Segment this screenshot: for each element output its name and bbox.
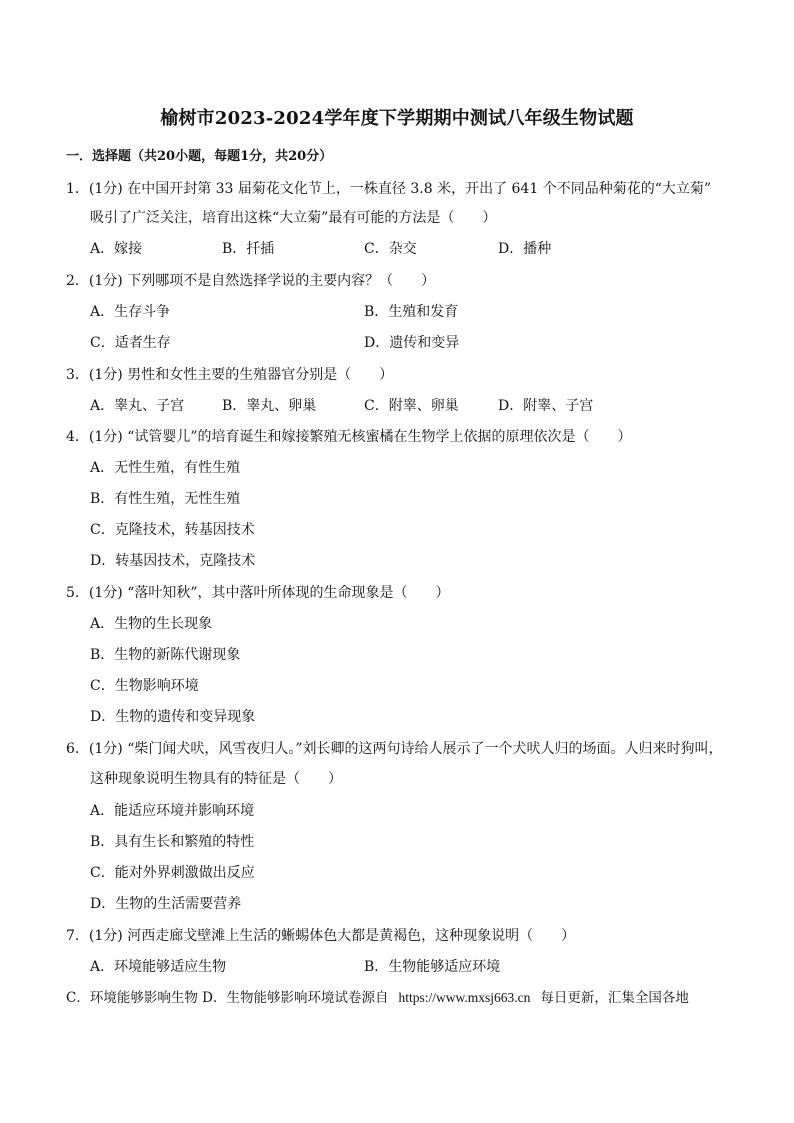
question-5-option-a: A．生物的生长现象: [90, 616, 213, 632]
page-title: 榆树市2023-2024学年度下学期期中测试八年级生物试题: [160, 108, 634, 129]
question-4-line-1: 4．(1分) “试管婴儿”的培育诞生和嫁接繁殖无核蜜橘在生物学上依据的原理依次是（ ）: [66, 429, 632, 445]
question-1-option-d: D．播种: [498, 241, 552, 257]
question-1-option-b: B．扦插: [222, 241, 275, 257]
question-6-line-2: 这种现象说明生物具有的特征是（ ）: [90, 771, 342, 787]
question-1-option-c: C．杂交: [364, 241, 417, 257]
question-5-option-b: B．生物的新陈代谢现象: [90, 647, 241, 663]
section-heading: 一．选择题（共20小题，每题1分，共20分）: [66, 149, 333, 164]
question-6-line-1: 6．(1分) “柴门闻犬吠，风雪夜归人。”刘长卿的这两句诗给人展示了一个犬吠人归的场面。人归来时狗叫，: [66, 741, 723, 757]
question-5-option-d: D．生物的遗传和变异现象: [90, 709, 256, 725]
question-3-line-1: 3．(1分) 男性和女性主要的生殖器官分别是（ ）: [66, 367, 394, 383]
question-5-option-c: C．生物影响环境: [90, 678, 199, 694]
source-link[interactable]: https://www.mxsj663.cn: [398, 990, 531, 1005]
question-6-option-c: C．能对外界刺激做出反应: [90, 865, 255, 881]
question-3-option-d: D．附睾、子宫: [498, 398, 594, 414]
question-2-option-b: B．生殖和发育: [364, 304, 459, 320]
question-5-line-1: 5．(1分) “落叶知秋”，其中落叶所体现的生命现象是（ ）: [66, 585, 450, 601]
question-7-option-a: A．环境能够适应生物: [90, 959, 227, 975]
question-1-line-1: 1．(1分) 在中国开封第 33 届菊花文化节上，一株直径 3.8 米，开出了 641 个不同品种菊花的“大立菊”: [66, 181, 712, 197]
question-4-option-d: D．转基因技术，克隆技术: [90, 553, 256, 569]
question-4-option-b: B．有性生殖，无性生殖: [90, 491, 241, 507]
question-6-option-d: D．生物的生活需要营养: [90, 896, 242, 912]
footer-line: [66, 986, 689, 1006]
question-6-option-b: B．具有生长和繁殖的特性: [90, 834, 255, 850]
question-3-option-c: C．附睾、卵巢: [364, 398, 459, 414]
question-7-line-1: 7．(1分) 河西走廊戈壁滩上生活的蜥蜴体色大都是黄褐色，这种现象说明（ ）: [66, 928, 576, 944]
question-1-option-a: A．嫁接: [90, 241, 143, 257]
question-4-option-a: A．无性生殖，有性生殖: [90, 460, 241, 476]
question-2-option-c: C．适者生存: [90, 335, 171, 351]
question-2-option-a: A．生存斗争: [90, 304, 171, 320]
question-7-option-b: B．生物能够适应环境: [364, 959, 501, 975]
question-2-option-d: D．遗传和变异: [364, 335, 460, 351]
source-notice: 每日更新，汇集全国各地: [540, 990, 689, 1006]
question-7-options-cd: C．环境能够影响生物 D．生物能够影响环境试卷源自: [66, 990, 389, 1006]
question-3-option-b: B．睾丸、卵巢: [222, 398, 317, 414]
question-4-option-c: C．克隆技术，转基因技术: [90, 522, 255, 538]
question-6-option-a: A．能适应环境并影响环境: [90, 803, 255, 819]
question-3-option-a: A．睾丸、子宫: [90, 398, 185, 414]
question-2-line-1: 2．(1分) 下列哪项不是自然选择学说的主要内容？（ ）: [66, 273, 436, 289]
question-1-line-2: 吸引了广泛关注，培育出这株“大立菊”最有可能的方法是（ ）: [90, 210, 497, 226]
